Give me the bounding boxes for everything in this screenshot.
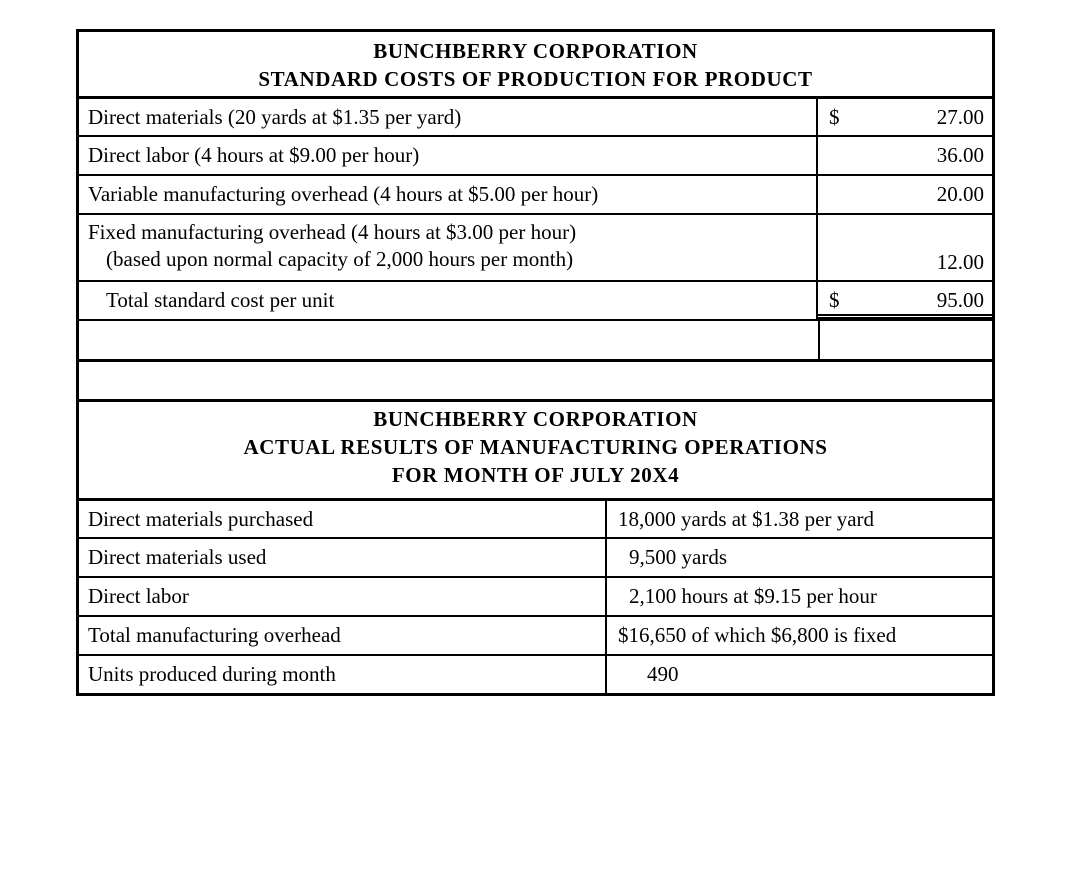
row-label: Direct materials (20 yards at $1.35 per yard) xyxy=(79,99,818,135)
actual-results-header xyxy=(79,402,992,498)
row-amount: 20.00 xyxy=(936,182,984,206)
table-row xyxy=(79,537,992,576)
table-row xyxy=(79,96,992,135)
total-row xyxy=(79,280,992,319)
row-amount-cell xyxy=(818,176,992,213)
row-label: Direct materials used xyxy=(79,539,607,576)
row-label-line2: (based upon normal capacity of 2,000 hours per month) xyxy=(106,247,574,271)
standard-costs-header xyxy=(79,32,992,96)
company-name: BUNCHBERRY CORPORATION xyxy=(373,39,698,63)
row-amount-cell xyxy=(818,99,992,135)
row-amount-cell xyxy=(818,137,992,174)
table-row xyxy=(79,576,992,615)
row-value: 9,500 yards xyxy=(629,545,727,569)
row-value: 18,000 yards at $1.38 per yard xyxy=(618,507,875,531)
row-value: $16,650 of which $6,800 is fixed xyxy=(618,623,897,647)
standard-costs-title: STANDARD COSTS OF PRODUCTION FOR PRODUCT xyxy=(258,67,813,91)
company-name: BUNCHBERRY CORPORATION xyxy=(373,407,698,431)
row-label: Total manufacturing overhead xyxy=(79,617,607,654)
row-amount-cell xyxy=(818,215,992,280)
actual-results-period: FOR MONTH OF JULY 20X4 xyxy=(391,463,680,487)
empty-cell xyxy=(79,321,820,359)
currency-symbol: $ xyxy=(829,288,840,312)
table-row xyxy=(79,615,992,654)
row-amount: 27.00 xyxy=(936,105,984,129)
row-value: 2,100 hours at $9.15 per hour xyxy=(629,584,877,608)
row-label: Units produced during month xyxy=(79,656,607,693)
table-row xyxy=(79,174,992,213)
row-label: Direct labor (4 hours at $9.00 per hour) xyxy=(79,137,818,174)
currency-symbol: $ xyxy=(829,105,840,129)
empty-row xyxy=(79,319,992,359)
row-label-line1: Fixed manufacturing overhead (4 hours at $3.00 per hour) xyxy=(88,220,577,244)
row-label: Direct labor xyxy=(79,578,607,615)
table-row xyxy=(79,498,992,537)
row-value: 490 xyxy=(647,662,679,686)
total-amount-cell xyxy=(818,282,992,319)
table-row xyxy=(79,213,992,280)
table-row xyxy=(79,135,992,174)
total-label: Total standard cost per unit xyxy=(79,282,818,319)
row-label: Direct materials purchased xyxy=(79,501,607,537)
actual-results-title: ACTUAL RESULTS OF MANUFACTURING OPERATIONS xyxy=(243,435,828,459)
table-row xyxy=(79,654,992,693)
total-amount: 95.00 xyxy=(936,288,984,312)
cost-report-table xyxy=(76,29,995,696)
row-amount: 36.00 xyxy=(936,143,984,167)
row-amount: 12.00 xyxy=(936,250,984,274)
row-label: Variable manufacturing overhead (4 hours at $5.00 per hour) xyxy=(79,176,818,213)
empty-row xyxy=(79,359,992,399)
empty-cell xyxy=(820,321,992,359)
actual-results-header-row xyxy=(79,399,992,498)
row-label xyxy=(79,215,818,280)
